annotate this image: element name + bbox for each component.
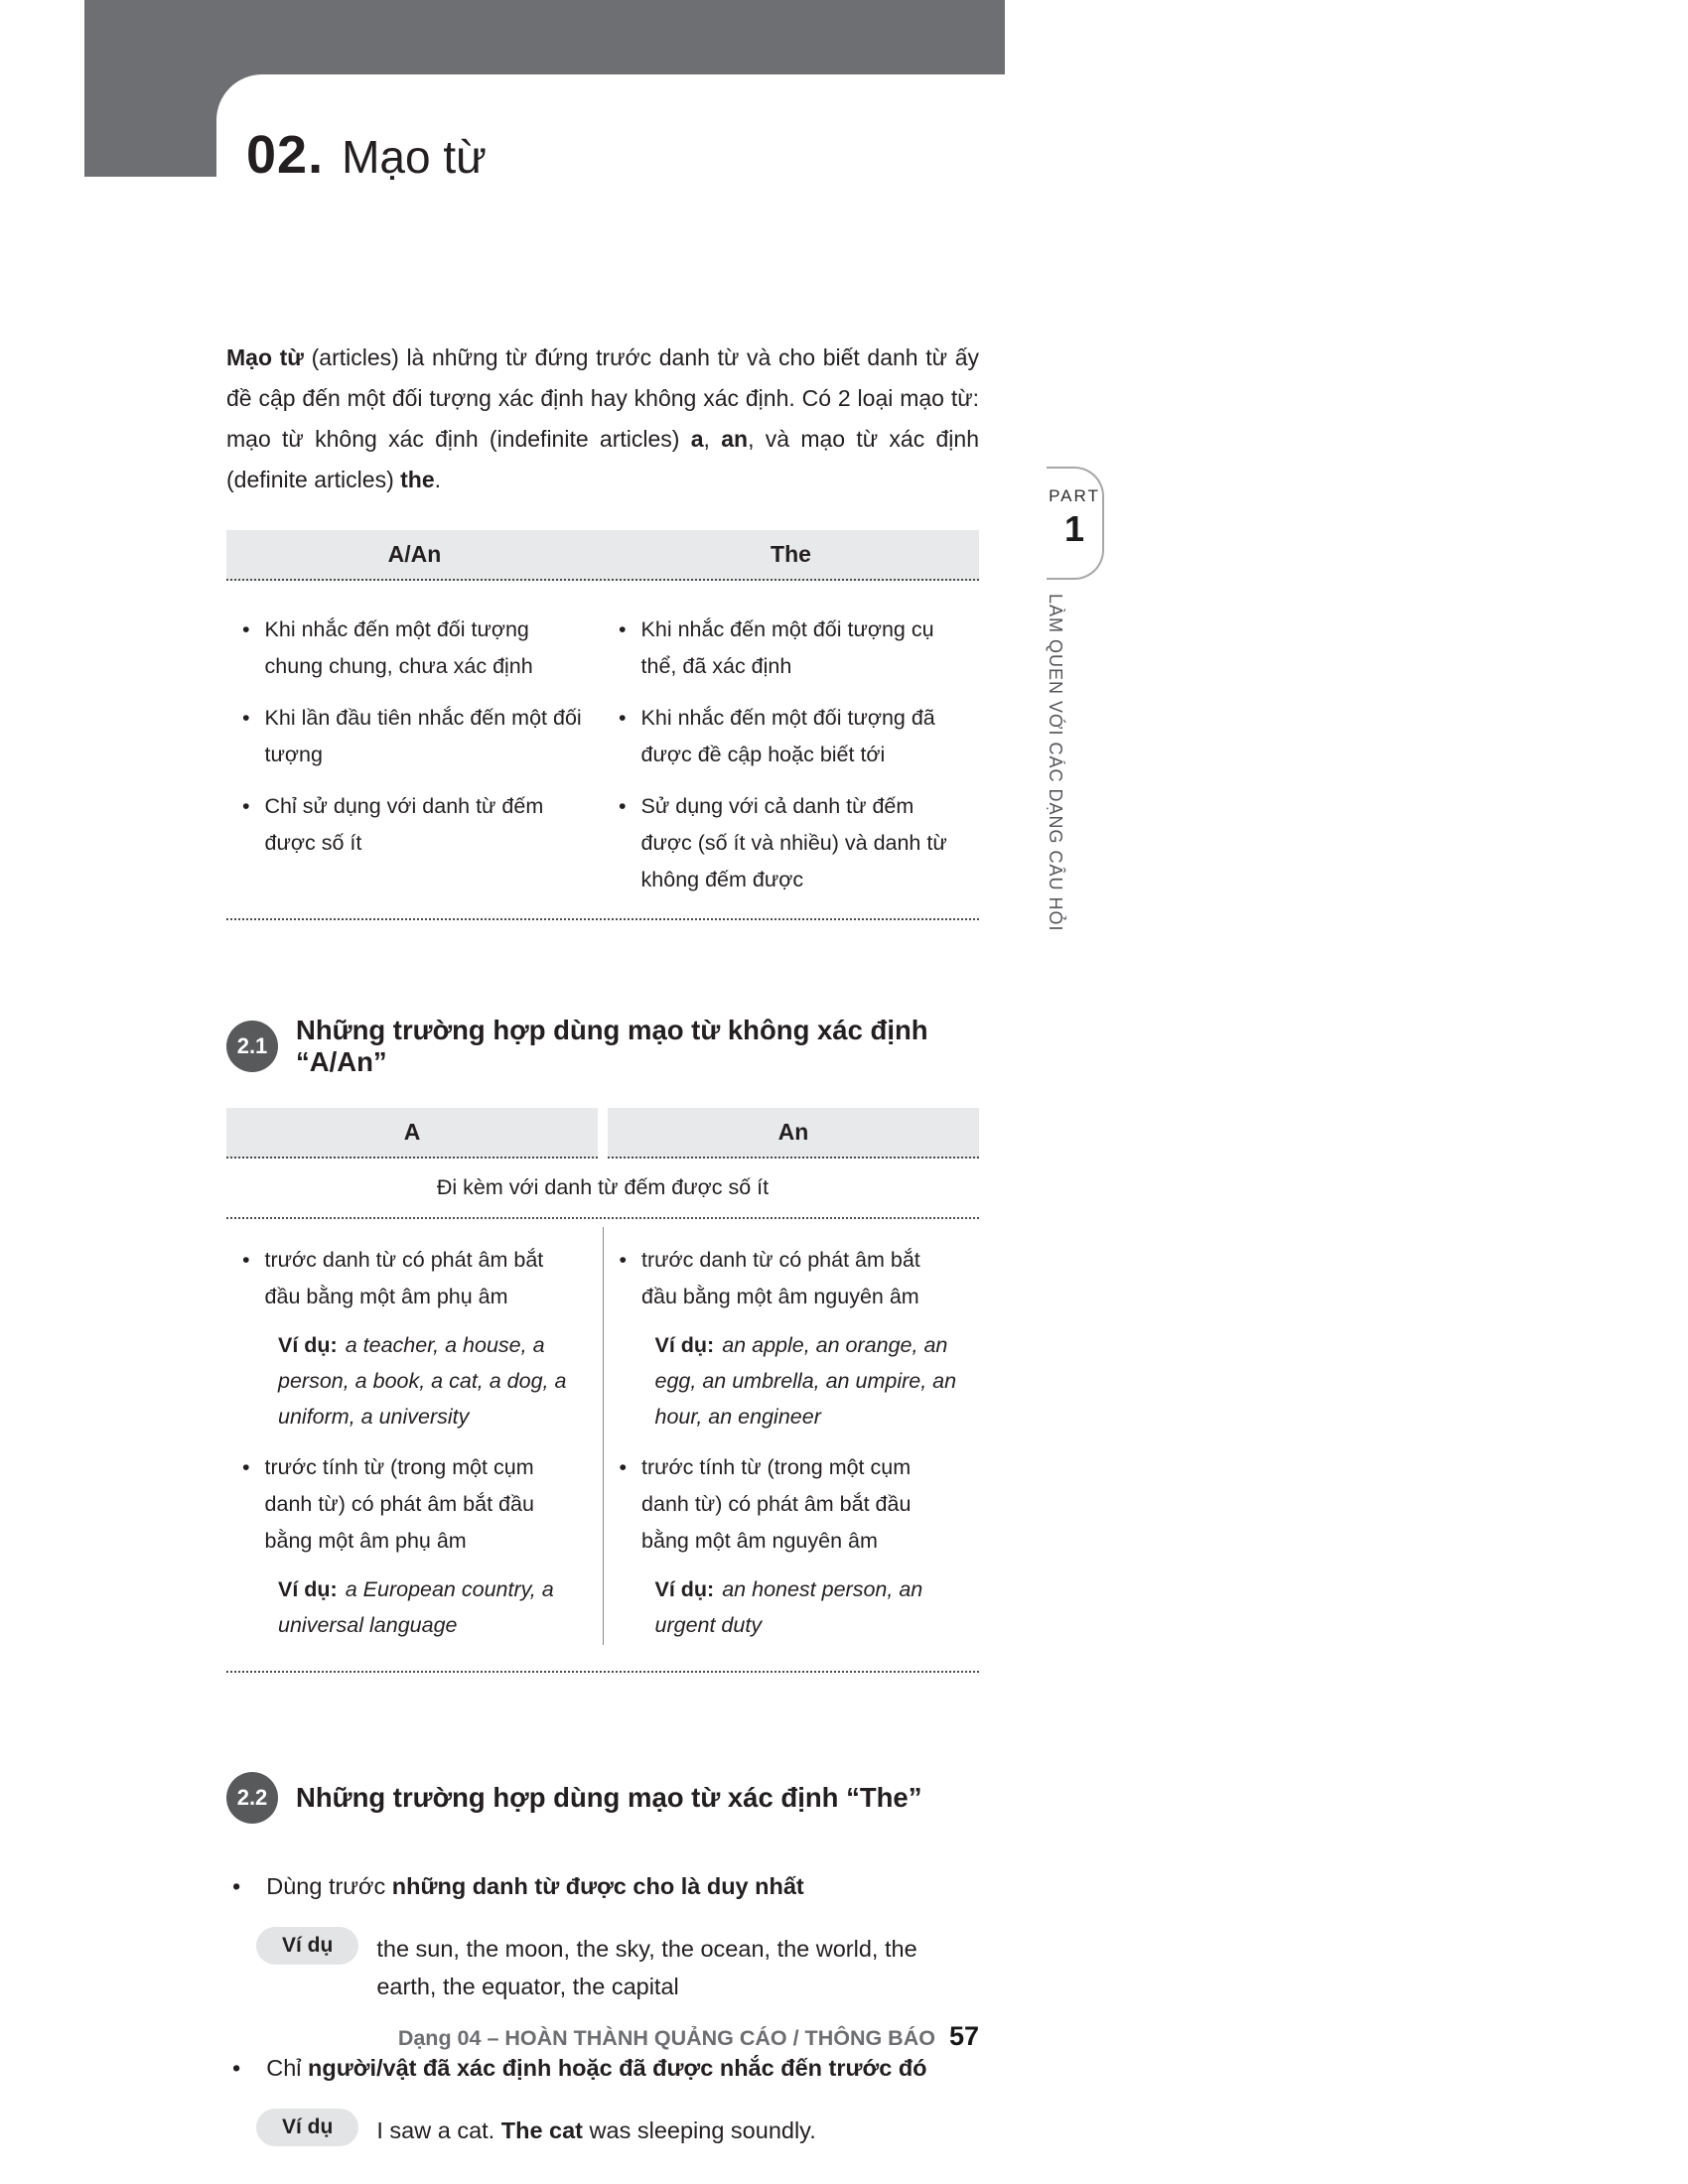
list-item-text: • trước danh từ có phát âm bắt đầu bằng một âm phụ âm	[264, 1248, 544, 1308]
part-tab	[1047, 467, 1104, 580]
bullet-text-bold: người/vật đã xác định hoặc đã được nhắc đến trước đó	[308, 2055, 927, 2081]
intro-text-3: , và mạo từ xác định (definite articles)	[226, 426, 979, 492]
bullet-text-plain: Dùng trước	[266, 1873, 392, 1899]
chapter-name: Mạo từ	[342, 131, 487, 183]
table2-header-an: An	[608, 1108, 979, 1159]
list-item	[242, 1242, 585, 1315]
example-line	[278, 1327, 585, 1434]
chapter-header-card	[216, 74, 1688, 333]
part-label: PART	[1049, 486, 1100, 505]
table1-header-the: The	[771, 541, 811, 567]
the-usage-bullet-2	[232, 2049, 979, 2087]
section-2-2-heading	[226, 1772, 979, 1824]
chapter-title	[216, 74, 1688, 186]
section-2-1-badge: 2.1	[226, 1021, 278, 1072]
list-item-text: • Sử dụng với cả danh từ đếm được (số ít và nhiều) và danh từ không đếm được	[640, 794, 947, 891]
bullet-text	[266, 1867, 804, 1905]
intro-text-2: ,	[703, 426, 722, 452]
intro-article-an: an	[721, 426, 749, 452]
example-text: the sun, the moon, the sky, the ocean, the world, the earth, the equator, the capital	[376, 1936, 917, 1999]
table1-column-the	[603, 597, 979, 898]
list-item-text: • trước tính từ (trong một cụm danh từ) có phát âm bắt đầu bằng một âm nguyên âm	[641, 1455, 912, 1553]
example-italic-text: a teacher, a house, a person, a book, a cat, a dog, a uniform, a university	[278, 1333, 567, 1429]
table2-header-a: A	[226, 1108, 598, 1159]
a-an-usage-table	[226, 1108, 979, 1673]
list-item-text: • trước danh từ có phát âm bắt đầu bằng một âm nguyên âm	[641, 1248, 920, 1308]
bullet-text-bold: những danh từ được cho là duy nhất	[391, 1873, 804, 1899]
example-row-1	[256, 1927, 979, 2005]
table1-header-a-an: A/An	[387, 541, 442, 567]
table2-column-a	[226, 1227, 604, 1645]
main-content	[226, 338, 979, 2149]
table2-body	[226, 1219, 979, 1673]
table2-subheader: Đi kèm với danh từ đếm được số ít	[226, 1159, 979, 1219]
section-2-1-heading	[226, 1015, 979, 1078]
example-label: Ví dụ:	[654, 1333, 715, 1357]
list-item	[242, 700, 591, 773]
intro-text-1: (articles) là những từ đứng trước danh từ và cho biết danh từ ấy đề cập đến một đối tượng xác định hay không xác định. Có 2 loại mạo từ: mạo từ không xác định (indefinite articles)	[226, 344, 979, 452]
table1-header-row	[226, 530, 979, 581]
example-label: Ví dụ:	[278, 1333, 338, 1357]
example-label: Ví dụ:	[278, 1577, 338, 1601]
list-item	[242, 1449, 585, 1560]
list-item	[619, 700, 967, 773]
example-text-plain: was sleeping soundly.	[583, 2117, 816, 2143]
list-item	[242, 788, 591, 862]
intro-text-4: .	[434, 467, 442, 492]
list-item-text: • Khi nhắc đến một đối tượng đã được đề cập hoặc biết tới	[640, 706, 935, 766]
part-number: 1	[1063, 508, 1085, 549]
chapter-number: 02.	[246, 125, 325, 185]
articles-comparison-table	[226, 530, 979, 920]
example-badge: Ví dụ	[256, 1927, 358, 1965]
table1-column-a-an	[226, 597, 603, 898]
bullet-text	[266, 2049, 926, 2087]
example-label: Ví dụ:	[654, 1577, 715, 1601]
intro-paragraph	[226, 338, 979, 500]
example-text-plain: I saw a cat.	[376, 2117, 501, 2143]
list-item-text: • trước tính từ (trong một cụm danh từ) có phát âm bắt đầu bằng một âm phụ âm	[264, 1455, 534, 1553]
list-item	[620, 1242, 962, 1315]
example-text-bold: The cat	[500, 2117, 584, 2143]
page-number: 57	[948, 2021, 979, 2051]
part-vertical-title: LÀM QUEN VỚI CÁC DẠNG CÂU HỎI	[1046, 594, 1065, 932]
example-italic-text: a European country, a universal language	[278, 1577, 554, 1637]
list-item-text: • Khi nhắc đến một đối tượng chung chung, chưa xác định	[264, 617, 533, 678]
list-item-text: • Khi nhắc đến một đối tượng cụ thể, đã xác định	[640, 617, 934, 678]
example-row-2	[256, 2109, 979, 2149]
the-usage-bullet-1	[232, 1867, 979, 1905]
list-item	[620, 1449, 962, 1560]
example-italic-text: an honest person, an urgent duty	[654, 1577, 923, 1637]
section-2-2-badge: 2.2	[226, 1772, 278, 1824]
intro-article-the: the	[400, 467, 435, 492]
list-item	[619, 612, 967, 685]
intro-article-a: a	[690, 426, 704, 452]
list-item-text: • Khi lần đầu tiên nhắc đến một đối tượng	[264, 706, 582, 766]
list-item	[242, 612, 591, 685]
list-item-text: • Chỉ sử dụng với danh từ đếm được số ít	[264, 794, 544, 855]
example-line	[278, 1571, 585, 1643]
intro-term-bold: Mạo từ	[226, 344, 304, 370]
example-text	[376, 2109, 815, 2149]
table2-header-row	[226, 1108, 979, 1159]
list-item	[619, 788, 967, 898]
example-italic-text: an apple, an orange, an egg, an umbrella, an umpire, an hour, an engineer	[654, 1333, 957, 1429]
section-2-1-title: Những trường hợp dùng mạo từ không xác định “A/An”	[296, 1015, 928, 1077]
example-line	[655, 1571, 962, 1643]
page-footer	[226, 2021, 979, 2052]
example-badge: Ví dụ	[256, 2109, 358, 2146]
example-line	[655, 1327, 962, 1434]
section-2-2-title: Những trường hợp dùng mạo từ xác định “The”	[296, 1782, 922, 1813]
table2-column-an	[604, 1227, 980, 1645]
bullet-text-plain: Chỉ	[266, 2055, 309, 2081]
footer-label: Dạng 04 – HOÀN THÀNH QUẢNG CÁO / THÔNG BÁO	[397, 2026, 935, 2050]
table1-body	[226, 581, 979, 920]
